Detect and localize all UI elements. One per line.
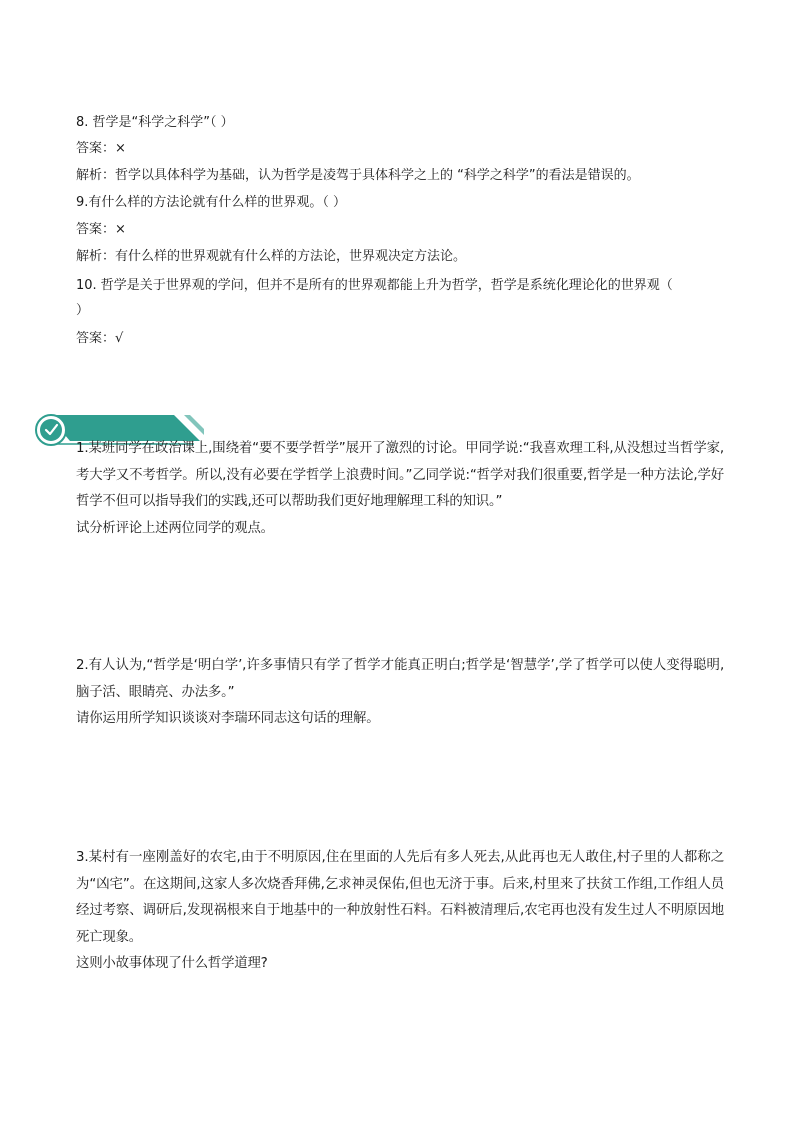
answer-8: 答案：× [76, 141, 126, 156]
question-3-text: 3.某村有一座刚盖好的农宅,由于不明原因,住在里面的人先后有多人死去,从此再也无人敢住,村子里的人都称之为“凶宅”。在这期间,这家人多次烧香拜佛,乞求神灵保佑,但也无济于事。后来,村里来了扶贫工作组,工作组人员经过考察、调研后,发现祸根来自于地基中的一种放射性石料。石料被清理后,农宅再也没有发生过人不明原因地死亡现象。 [76, 850, 724, 945]
answer-10: 答案：√ [76, 331, 124, 346]
question-8: 8. 哲学是“科学之科学”（ ） [76, 115, 234, 130]
analysis-question-2 [76, 653, 724, 733]
question-10-end: ） [76, 303, 90, 318]
question-10: 10. 哲学是关于世界观的学问，但并不是所有的世界观都能上升为哲学，哲学是系统化理论化的世界观（ [76, 278, 673, 293]
explanation-9: 解析：有什么样的世界观就有什么样的方法论，世界观决定方法论。 [76, 249, 467, 264]
question-2-text: 2.有人认为,“哲学是‘明白学’,许多事情只有学了哲学才能真正明白;哲学是‘智慧学’,学了哲学可以使人变得聪明,脑子活、眼睛亮、办法多。” [76, 658, 724, 700]
explanation-8: 解析：哲学以具体科学为基础，认为哲学是凌驾于具体科学之上的 “科学之科学”的看法是错误的。 [76, 168, 640, 183]
analysis-question-1 [76, 436, 724, 542]
answer-9: 答案：× [76, 222, 126, 237]
question-3-ask: 这则小故事体现了什么哲学道理? [76, 956, 268, 971]
question-9: 9.有什么样的方法论就有什么样的世界观。（ ） [76, 195, 347, 210]
question-1-text: 1.某班同学在政治课上,围绕着“要不要学哲学”展开了激烈的讨论。甲同学说:“我喜欢理工科,从没想过当哲学家,考大学又不考哲学。所以,没有必要在学哲学上浪费时间。”乙同学说:“哲学对我们很重要,哲学是一种方法论,学好哲学不但可以指导我们的实践,还可以帮助我们更好地理解理工科的知识。” [76, 441, 724, 509]
question-1-ask: 试分析评论上述两位同学的观点。 [76, 520, 274, 536]
analysis-question-3 [76, 845, 724, 978]
question-2-ask: 请你运用所学知识谈谈对李瑞环同志这句话的理解。 [76, 711, 380, 726]
